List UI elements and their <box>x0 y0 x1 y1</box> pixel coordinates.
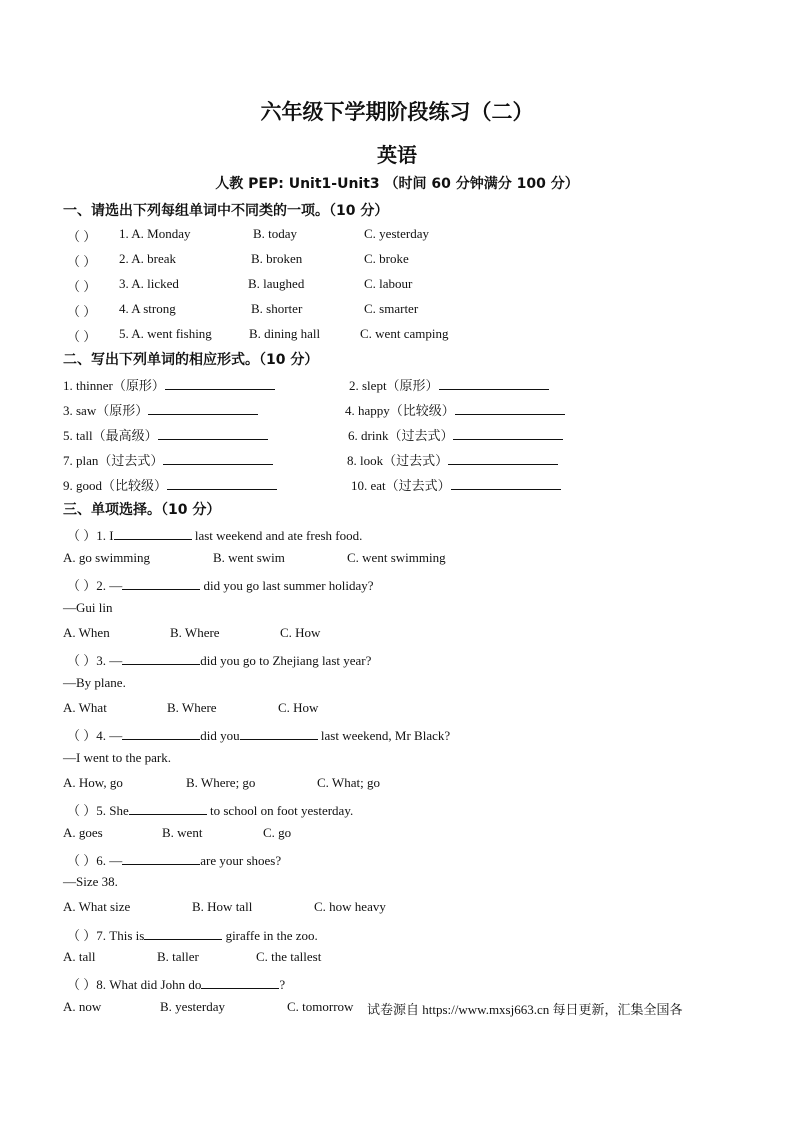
word-form-item: 7. plan（过去式） <box>63 450 273 469</box>
answer-blank[interactable] <box>122 852 200 865</box>
option-a: 2. A. break <box>119 251 177 266</box>
option-b: B. broken <box>251 251 303 266</box>
answer-blank[interactable] <box>122 577 200 590</box>
option-b: B. laughed <box>248 276 305 291</box>
option-a: A. now <box>63 999 102 1014</box>
question-7: （ ）7. This is giraffe in the zoo. <box>67 928 318 943</box>
answer-blank[interactable] <box>455 402 565 415</box>
option-c: C. the tallest <box>256 949 322 964</box>
answer-paren: （ ） <box>67 229 97 244</box>
question-5: （ ）5. She to school on foot yesterday. <box>67 803 354 818</box>
option-c: C. broke <box>364 251 409 266</box>
option-a: 3. A. licked <box>119 276 179 291</box>
option-a: A. goes <box>63 825 103 840</box>
answer-blank[interactable] <box>448 452 558 465</box>
option-c: C. yesterday <box>364 226 429 241</box>
option-a: 5. A. went fishing <box>119 326 212 341</box>
word-form-item: 8. look（过去式） <box>347 450 558 469</box>
answer-blank[interactable] <box>122 727 200 740</box>
word-form-item: 9. good（比较级） <box>63 475 277 494</box>
answer-blank[interactable] <box>439 377 549 390</box>
option-b: B. taller <box>157 949 199 964</box>
option-b: B. today <box>253 226 298 241</box>
answer-blank[interactable] <box>158 427 268 440</box>
source-note: 试卷源自 https://www.mxsj663.cn 每日更新，汇集全国各 <box>367 1002 683 1017</box>
option-c: C. went swimming <box>347 550 446 565</box>
subject-title: 英语 <box>377 143 417 167</box>
option-c: C. What; go <box>317 775 380 790</box>
word-form-item: 10. eat（过去式） <box>351 475 561 494</box>
answer-paren: （ ） <box>67 329 97 344</box>
word-form-item: 2. slept（原形） <box>349 375 549 394</box>
option-a: A. go swimming <box>63 550 151 565</box>
option-b: B. went <box>162 825 203 840</box>
question-8: （ ）8. What did John do ? <box>67 977 286 992</box>
option-b: B. yesterday <box>160 999 225 1014</box>
option-a: A. What size <box>63 899 131 914</box>
option-b: B. Where <box>170 625 220 640</box>
option-a: A. How, go <box>63 775 123 790</box>
answer-blank[interactable] <box>240 727 318 740</box>
answer-paren: （ ） <box>67 279 97 294</box>
answer-blank[interactable] <box>144 927 222 940</box>
answer-blank[interactable] <box>451 477 561 490</box>
option-a: A. When <box>63 625 110 640</box>
exam-info: 人教 PEP: Unit1-Unit3 （时间 60 分钟满分 100 分） <box>215 176 579 192</box>
dialogue-answer: —Gui lin <box>63 600 113 615</box>
option-c: C. How <box>280 625 321 640</box>
section1-heading: 一、请选出下列每组单词中不同类的一项。（10 分） <box>63 203 389 219</box>
option-c: C. How <box>278 700 319 715</box>
option-b: B. dining hall <box>249 326 321 341</box>
dialogue-answer: —By plane. <box>63 675 126 690</box>
dialogue-answer: —Size 38. <box>63 874 118 889</box>
answer-blank[interactable] <box>165 377 275 390</box>
option-a: 1. A. Monday <box>119 226 191 241</box>
answer-paren: （ ） <box>67 254 97 269</box>
option-c: C. go <box>263 825 292 840</box>
answer-blank[interactable] <box>114 527 192 540</box>
question-4: （ ）4. — did you last weekend, Mr Black? <box>67 728 451 743</box>
option-c: C. went camping <box>360 326 449 341</box>
option-c: C. smarter <box>364 301 419 316</box>
option-b: B. Where; go <box>186 775 256 790</box>
answer-blank[interactable] <box>163 452 273 465</box>
answer-blank[interactable] <box>201 976 279 989</box>
word-form-item: 5. tall（最高级） <box>63 425 268 444</box>
option-a: A. tall <box>63 949 96 964</box>
page-title: 六年级下学期阶段练习（二） <box>260 100 534 124</box>
answer-paren: （ ） <box>67 304 97 319</box>
question-2: （ ）2. — did you go last summer holiday? <box>67 578 374 593</box>
word-form-item: 3. saw（原形） <box>63 400 258 419</box>
answer-blank[interactable] <box>453 427 563 440</box>
option-c: C. tomorrow <box>287 999 354 1014</box>
dialogue-answer: —I went to the park. <box>63 750 171 765</box>
word-form-item: 6. drink（过去式） <box>348 425 563 444</box>
option-a: A. What <box>63 700 107 715</box>
answer-blank[interactable] <box>129 802 207 815</box>
section2-heading: 二、写出下列单词的相应形式。（10 分） <box>63 352 319 368</box>
question-1: （ ）1. I last weekend and ate fresh food. <box>67 528 363 543</box>
option-b: B. Where <box>167 700 217 715</box>
option-c: C. labour <box>364 276 413 291</box>
section3-heading: 三、单项选择。（10 分） <box>63 502 221 518</box>
option-a: 4. A strong <box>119 301 176 316</box>
option-b: B. How tall <box>192 899 253 914</box>
answer-blank[interactable] <box>167 477 277 490</box>
word-form-item: 4. happy（比较级） <box>345 400 565 419</box>
answer-blank[interactable] <box>148 402 258 415</box>
option-c: C. how heavy <box>314 899 386 914</box>
option-b: B. went swim <box>213 550 285 565</box>
question-3: （ ）3. — did you go to Zhejiang last year? <box>67 653 372 668</box>
answer-blank[interactable] <box>122 652 200 665</box>
word-form-item: 1. thinner（原形） <box>63 375 275 394</box>
option-b: B. shorter <box>251 301 303 316</box>
question-6: （ ）6. — are your shoes? <box>67 853 282 868</box>
